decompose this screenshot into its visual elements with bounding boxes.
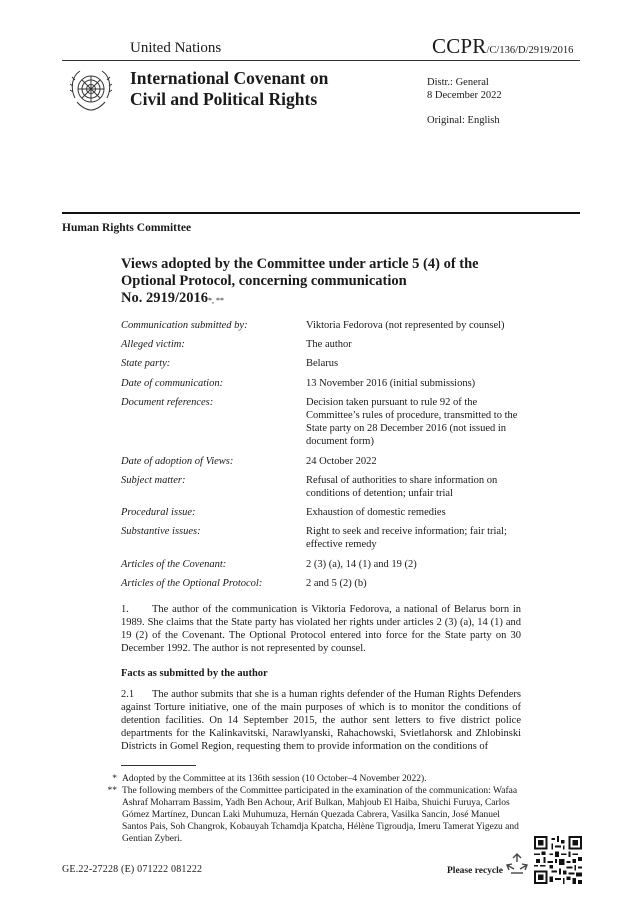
meta-value: Right to seek and receive information; fair trial; effective remedy (306, 526, 507, 550)
qr-code-icon (534, 836, 582, 884)
section-rule (62, 212, 580, 214)
meta-value: Refusal of authorities to share information on conditions of detention; unfair trial (306, 475, 498, 499)
recycle-text: Please recycle (447, 866, 503, 876)
issue-date: 8 December 2022 (427, 90, 502, 101)
meta-value: The author (306, 339, 352, 350)
paragraph-number: 2.1 (121, 689, 135, 700)
un-emblem-icon (66, 66, 116, 116)
original-language: Original: English (427, 115, 500, 126)
meta-value: Viktoria Fedorova (not represented by counsel) (306, 320, 505, 331)
footnote-mark: ** (107, 786, 117, 796)
meta-label: State party: (121, 358, 171, 369)
footnote-2 (87, 785, 527, 845)
paragraph-number: 1. (121, 604, 129, 615)
paragraph-2-1 (121, 688, 521, 753)
footnote-text: The following members of the Committee participated in the examination of the communication: Wafaa Ashraf Moharram Bassim, Yadh Ben Achour, Arif Bulkan, Mahjoub El Haiba, Shuichi Furuya, Carlos Gómez Martínez, Duncan Laki Muhumuza, Hernán Quezada Cabrera, Vasilka Sancin, José Manuel Santos Pais, Soh Changrok, Kobauyah Tchamdja Kpatcha, Hélène Tigroudja, Imeru Tamerat Yigezu and Gentian Zyberi. (122, 786, 519, 844)
meta-label: Date of adoption of Views: (121, 456, 234, 467)
views-title-line-3: No. 2919/2016 (121, 290, 208, 306)
paragraph-1 (121, 603, 521, 655)
meta-label: Date of communication: (121, 378, 224, 389)
meta-label: Substantive issues: (121, 526, 201, 537)
footnote-text: Adopted by the Committee at its 136th session (10 October–4 November 2022). (122, 774, 427, 784)
committee-name: Human Rights Committee (62, 222, 192, 234)
footnote-rule (121, 765, 196, 766)
symbol-rest: /C/136/D/2919/2016 (486, 45, 574, 56)
header-rule (62, 60, 580, 61)
meta-label: Procedural issue: (121, 507, 196, 518)
footnote-mark: * (112, 774, 117, 784)
meta-value: 13 November 2016 (initial submissions) (306, 378, 476, 389)
meta-label: Subject matter: (121, 475, 186, 486)
title-line-2: Civil and Political Rights (130, 89, 318, 109)
footnote-1 (87, 773, 527, 785)
meta-value: 2 (3) (a), 14 (1) and 19 (2) (306, 559, 417, 570)
meta-value: 24 October 2022 (306, 456, 377, 467)
distribution: Distr.: General (427, 77, 489, 88)
job-number: GE.22-27228 (E) 071222 081222 (62, 864, 203, 875)
meta-label: Alleged victim: (121, 339, 185, 350)
views-title-line-1: Views adopted by the Committee under article 5 (4) of the (121, 256, 479, 272)
title-line-1: International Covenant on (130, 68, 329, 88)
organization-name: United Nations (130, 40, 222, 56)
meta-value: Decision taken pursuant to rule 92 of the Committee’s rules of procedure, transmitted to the State party on 28 December 2016 (not issued in document form) (306, 397, 518, 447)
symbol-main: CCPR (432, 34, 487, 58)
views-title (121, 256, 521, 307)
document-symbol (432, 34, 573, 59)
distribution-block (427, 76, 502, 102)
meta-value: 2 and 5 (2) (b) (306, 578, 367, 589)
recycle-icon (505, 852, 529, 876)
meta-label: Communication submitted by: (121, 320, 248, 331)
meta-value: Belarus (306, 358, 339, 369)
meta-value: Exhaustion of domestic remedies (306, 507, 446, 518)
views-title-line-2: Optional Protocol, concerning communication (121, 273, 407, 289)
paragraph-text: The author submits that she is a human rights defender of the Human Rights Defenders against Torture initiative, one of the main purposes of which is to monitor the conditions of detention facilities. On 14 September 2015, the author sent letters to five district police departments for the Kalinkavitski, Narawlyanski, Rahachowski, Svietlahorsk and Zhlobinski Districts in Gomel Region, requesting them to provide information on the conditions of (121, 689, 521, 752)
paragraph-text: The author of the communication is Viktoria Fedorova, a national of Belarus born in 1989. She claims that the State party has violated her rights under articles 2 (3) (a), 14 (1) and 19 (2) of the Covenant. The Optional Protocol entered into force for the State party on 30 December 1992. The author is not represented by counsel. (121, 604, 521, 654)
meta-label: Articles of the Optional Protocol: (121, 578, 263, 589)
document-title (130, 68, 328, 110)
section-heading: Facts as submitted by the author (121, 668, 268, 679)
footnote-marks: *, ** (208, 296, 224, 305)
meta-label: Articles of the Covenant: (121, 559, 227, 570)
meta-label: Document references: (121, 397, 214, 408)
